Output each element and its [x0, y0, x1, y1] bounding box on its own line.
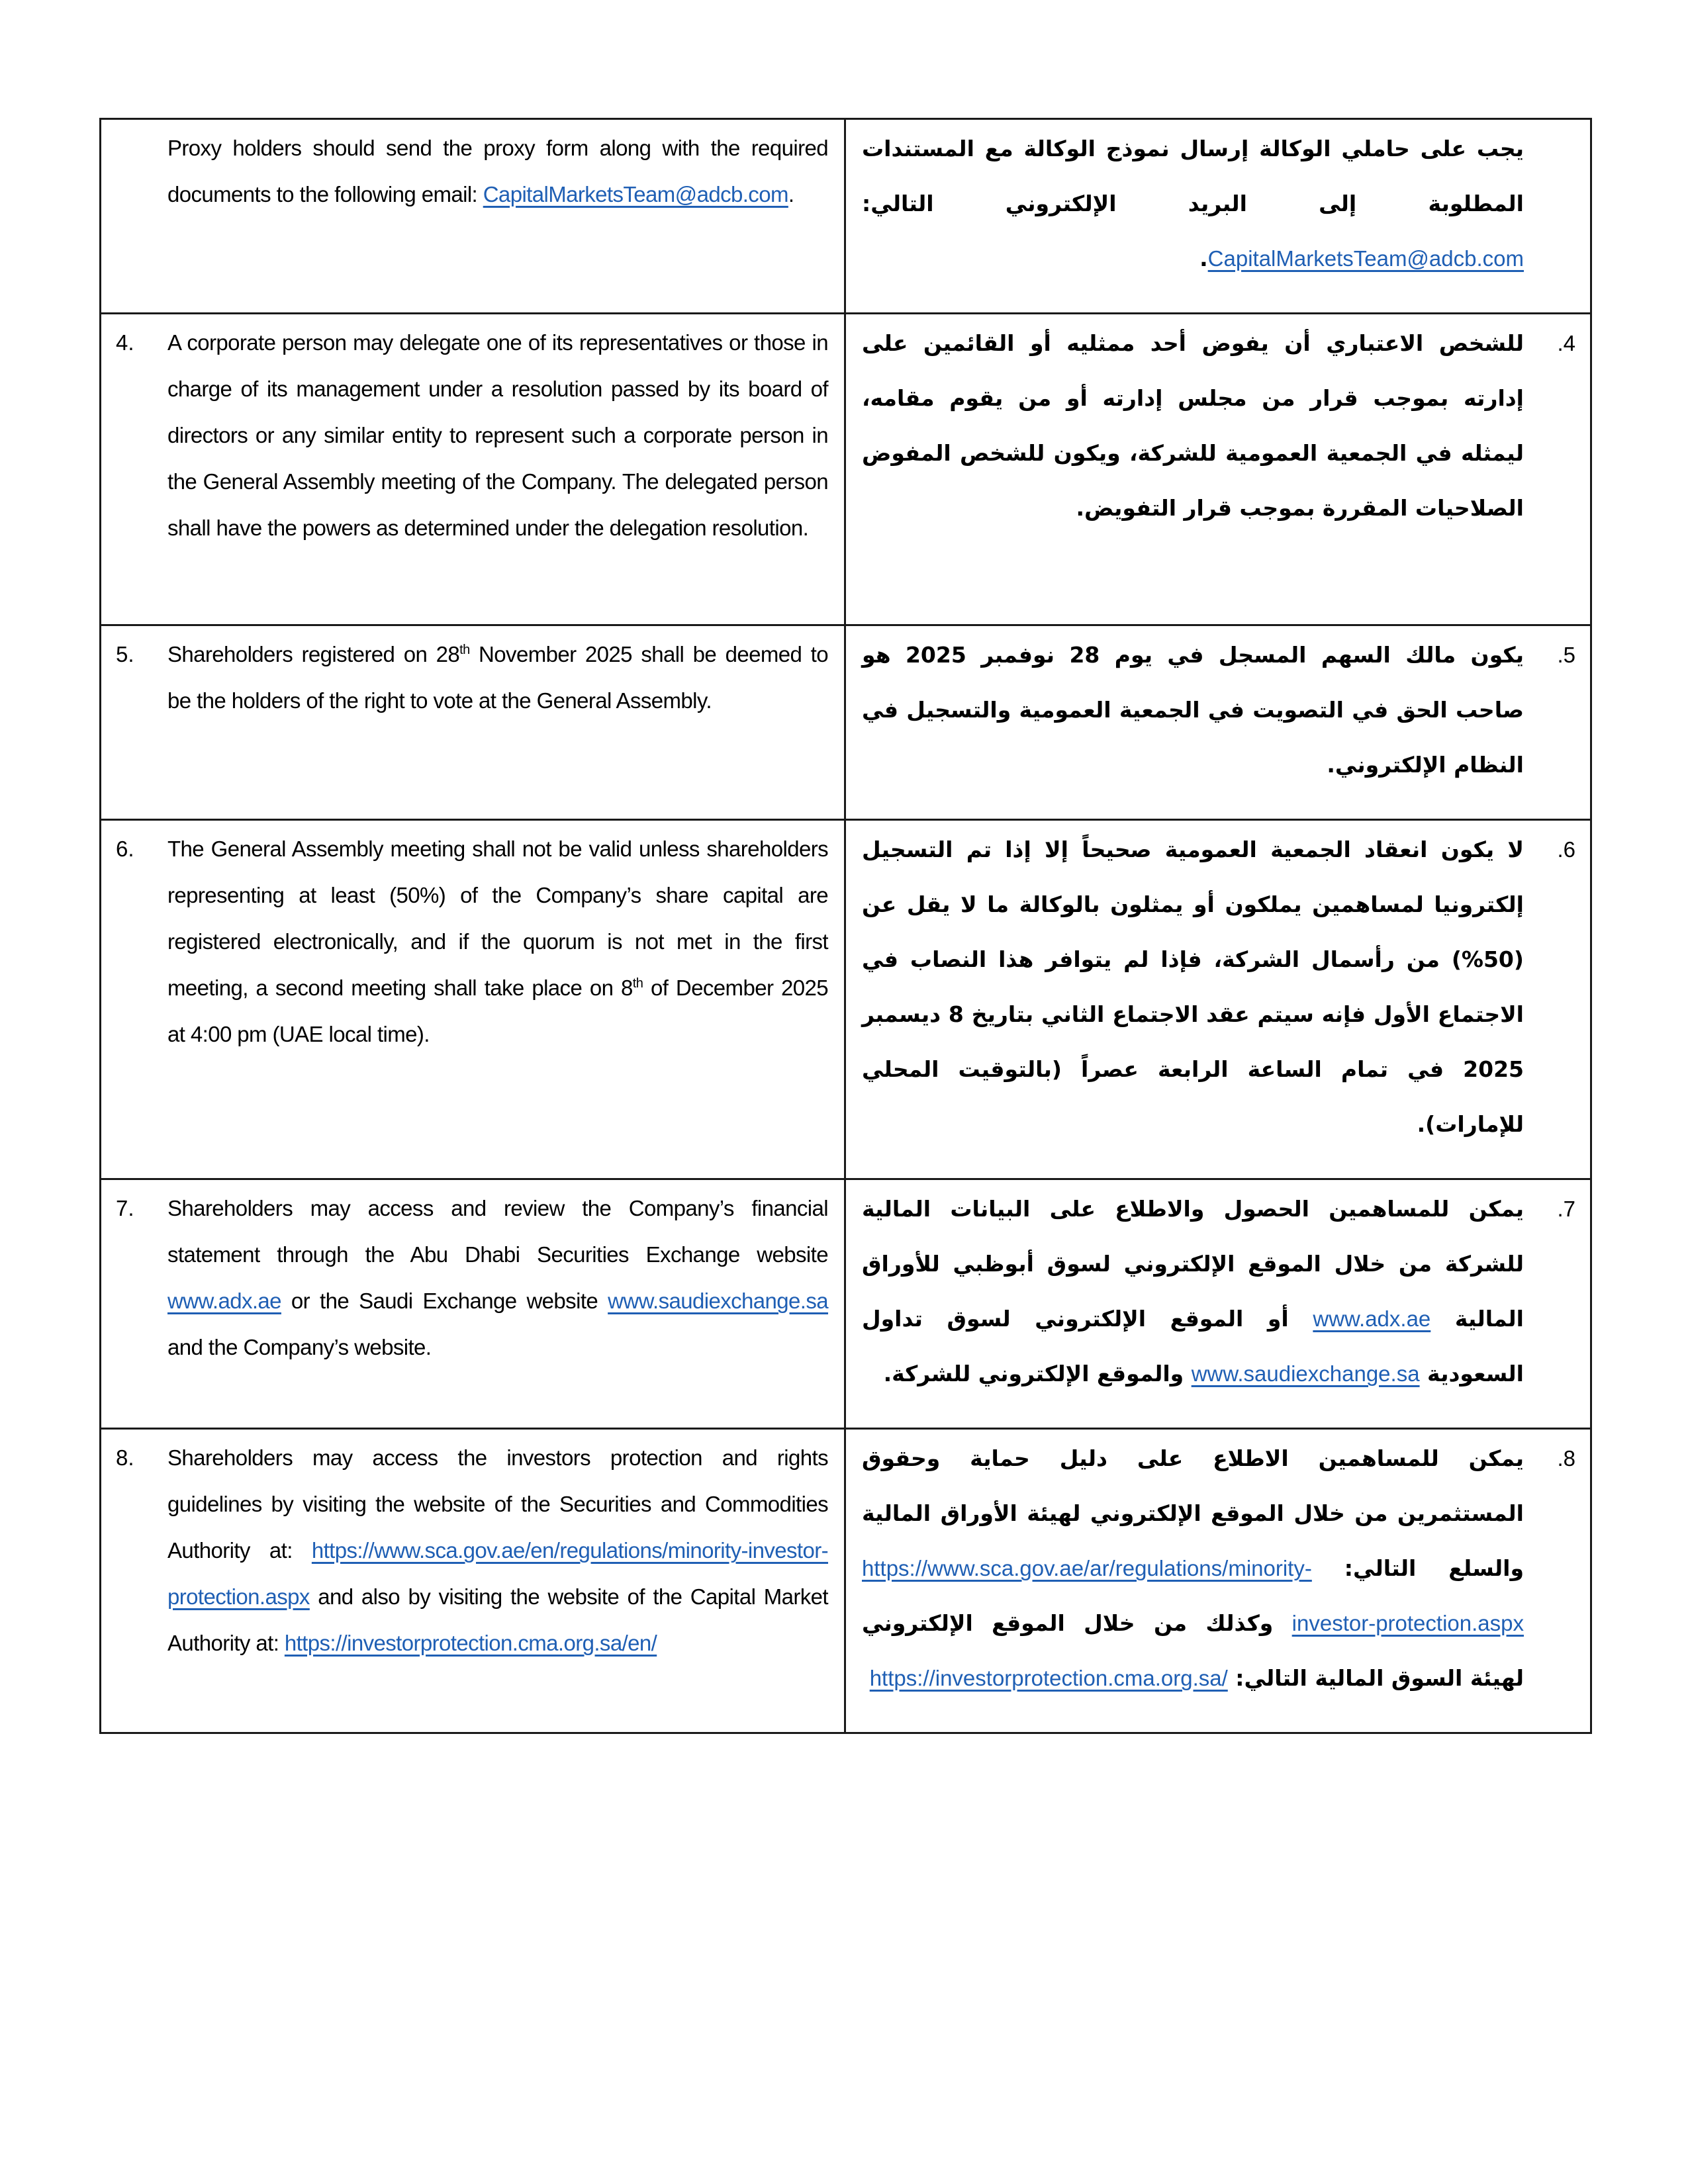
item-number: 5. — [116, 642, 134, 666]
adx-link[interactable]: www.adx.ae — [1313, 1306, 1431, 1331]
sca-link[interactable]: https://www.sca.gov.ae/en/regulations/minority-investor-protection.aspx — [167, 1538, 828, 1609]
item-text-ar: يمكن للمساهمين الحصول والاطلاع على البيانات المالية للشركة من خلال الموقع الإلكتروني لسوق أبوظبي للأوراق المالية www.adx.ae أو الموقع الإلكتروني لسوق تداول السعودية www.saudiexchange.sa والموقع الإلكتروني للشركة. — [862, 1196, 1524, 1387]
item-text-ar: لا يكون انعقاد الجمعية العمومية صحيحاً إلا إذا تم التسجيل إلكترونيا لمساهمين يملكون أو يمثلون بالوكالة ما لا يقل عن (50%) من رأسمال الشركة، فإذا لم يتوافر هذا النصاب في الاجتماع الأول فإنه سيتم عقد الاجتماع الثاني بتاريخ 8 ديسمبر 2025 في تمام الساعة الرابعة عصراً (بالتوقيت المحلي للإمارات). — [862, 837, 1524, 1137]
item-text-en: A corporate person may delegate one of its representatives or those in charge of its management under a resolution passed by its board of directors or any similar entity to represent such a corporate person in the General Assembly meeting of the Company. The delegated person shall have the powers as determined under the delegation resolution. — [167, 330, 828, 540]
item-text-en: The General Assembly meeting shall not be valid unless shareholders representing at least (50%) of the Company’s share capital are registered electronically, and if the quorum is not met in the first meeting, a second meeting shall take place on 8th of December 2025 at 4:00 pm (UAE local time). — [167, 837, 829, 1046]
table-row — [101, 625, 1591, 820]
english-cell — [101, 820, 845, 1179]
item-text-ar: يكون مالك السهم المسجل في يوم 28 نوفمبر 2025 هو صاحب الحق في التصويت في الجمعية العمومية والتسجيل في النظام الإلكتروني. — [862, 642, 1524, 778]
item-number: 6. — [116, 837, 134, 861]
item-text-ar: يمكن للمساهمين الاطلاع على دليل حماية وحقوق المستثمرين من خلال الموقع الإلكتروني لهيئة الأوراق المالية والسلع التالي: https://www.sca.gov.ae/ar/regulations/minority-investor-protection.aspx وكذلك من خلال الموقع الإلكتروني لهيئة السوق المالية التالي: https://investorprotection.cma.org.sa/ — [862, 1445, 1524, 1691]
arabic-cell — [845, 1429, 1591, 1733]
item-number: .7 — [1557, 1197, 1575, 1221]
item-text-ar: للشخص الاعتباري أن يفوض أحد ممثليه أو القائمين على إدارته بموجب قرار من مجلس إدارته أو من يقوم مقامه، ليمثله في الجمعية العمومية للشركة، ويكون للشخص المفوض الصلاحيات المقررة بموجب قرار التفويض. — [862, 330, 1524, 521]
table-row — [101, 1429, 1591, 1733]
arabic-cell — [845, 119, 1591, 314]
item-number: 7. — [116, 1196, 134, 1220]
english-cell — [101, 119, 845, 314]
english-cell — [101, 1179, 845, 1429]
table-row — [101, 314, 1591, 625]
item-text-en: Shareholders registered on 28th November 2025 shall be deemed to be the holders of the right to vote at the General Assembly. — [167, 642, 828, 713]
item-text-en: Shareholders may access the investors protection and rights guidelines by visiting the website of the Securities and Commodities Authority at: https://www.sca.gov.ae/en/regulations/minority-investor-protection.aspx and also by visiting the website of the Capital Market Authority at: https://investorprotection.cma.org.sa/en/ — [167, 1445, 828, 1655]
english-cell — [101, 625, 845, 820]
table-row — [101, 1179, 1591, 1429]
arabic-cell — [845, 1179, 1591, 1429]
item-number: .5 — [1557, 643, 1575, 667]
english-cell — [101, 1429, 845, 1733]
notice-table — [99, 118, 1592, 1734]
table-row — [101, 119, 1591, 314]
english-cell — [101, 314, 845, 625]
table-row — [101, 820, 1591, 1179]
saudi-exchange-link[interactable]: www.saudiexchange.sa — [608, 1289, 828, 1313]
sca-link[interactable]: https://www.sca.gov.ae/ar/regulations/minority-investor-protection.aspx — [862, 1556, 1524, 1635]
item-number: .8 — [1557, 1446, 1575, 1471]
cma-link[interactable]: https://investorprotection.cma.org.sa/en/ — [284, 1631, 657, 1655]
item-number: .4 — [1557, 331, 1575, 355]
arabic-cell — [845, 625, 1591, 820]
item-text-ar: يجب على حاملي الوكالة إرسال نموذج الوكالة مع المستندات المطلوبة إلى البريد الإلكتروني التالي: CapitalMarketsTeam@adcb.com. — [862, 136, 1524, 271]
arabic-cell — [845, 314, 1591, 625]
item-text-en: Shareholders may access and review the Company’s financial statement through the Abu Dhabi Securities Exchange website www.adx.ae or the Saudi Exchange website www.saudiexchange.sa and the Company’s website. — [167, 1196, 828, 1359]
arabic-cell — [845, 820, 1591, 1179]
item-number: 8. — [116, 1445, 134, 1470]
item-text-en: Proxy holders should send the proxy form along with the required documents to the following email: CapitalMarketsTeam@adcb.com. — [167, 136, 828, 206]
cma-link[interactable]: https://investorprotection.cma.org.sa/ — [869, 1666, 1228, 1690]
item-number: 4. — [116, 330, 134, 355]
email-link[interactable]: CapitalMarketsTeam@adcb.com — [483, 182, 788, 206]
email-link[interactable]: CapitalMarketsTeam@adcb.com — [1207, 246, 1524, 271]
item-number: .6 — [1557, 837, 1575, 862]
adx-link[interactable]: www.adx.ae — [167, 1289, 281, 1313]
saudi-exchange-link[interactable]: www.saudiexchange.sa — [1191, 1361, 1420, 1386]
